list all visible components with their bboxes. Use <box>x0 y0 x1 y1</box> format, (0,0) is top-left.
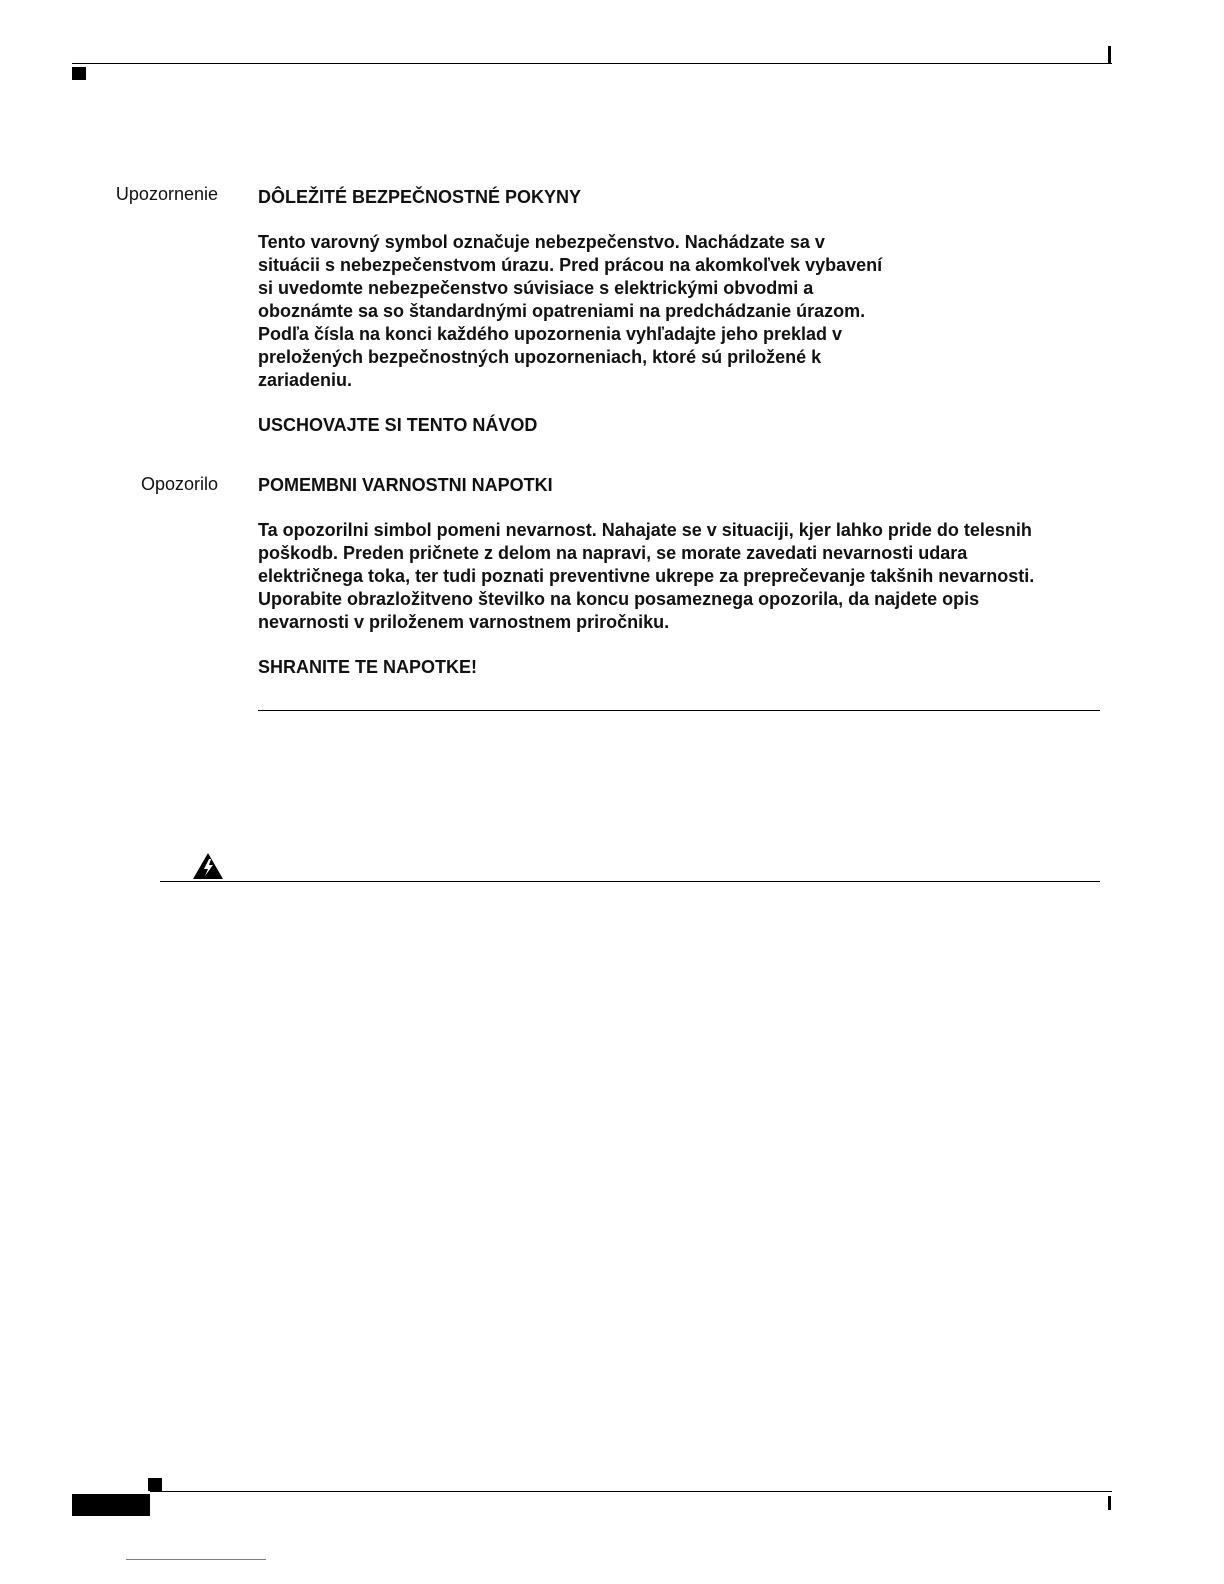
paragraph-line: Tento varovný symbol označuje nebezpečenstvo. Nachádzate sa v <box>258 232 825 252</box>
paragraph-line: poškodb. Preden pričnete z delom na napravi, se morate zavedati nevarnosti udara <box>258 543 968 563</box>
section-slovenian <box>258 474 1034 679</box>
paragraph-line: Ta opozorilni simbol pomeni nevarnost. Nahajate se v situaciji, kjer lahko pride do telesnih <box>258 520 1032 540</box>
paragraph-line: si uvedomte nebezpečenstvo súvisiace s elektrickými obvodmi a <box>258 278 814 298</box>
section-slovak <box>258 186 882 437</box>
paragraph-line: nevarnosti v priloženem varnostnem priročniku. <box>258 612 670 632</box>
header-rule <box>72 63 1112 64</box>
paragraph-line: oboznámte sa so štandardnými opatreniami na predchádzanie úrazom. <box>258 301 866 321</box>
footer-block-mark <box>72 1494 150 1516</box>
footer-rule <box>150 1491 1112 1492</box>
section-heading: POMEMBNI VARNOSTNI NAPOTKI <box>258 475 553 495</box>
section-closing: USCHOVAJTE SI TENTO NÁVOD <box>258 415 538 435</box>
section-heading: DÔLEŽITÉ BEZPEČNOSTNÉ POKYNY <box>258 187 582 207</box>
header-square-mark <box>72 67 86 80</box>
section-closing: SHRANITE TE NAPOTKE! <box>258 657 478 677</box>
warning-triangle-icon <box>192 852 224 880</box>
section-label-slovak: Upozornenie <box>115 184 218 204</box>
header-tick-mark <box>1108 46 1111 64</box>
paragraph-line: električnega toka, ter tudi poznati preventivne ukrepe za preprečevanje takšnih nevarnosti. <box>258 566 1035 586</box>
paragraph-line: zariadeniu. <box>258 370 353 390</box>
paragraph-line: preložených bezpečnostných upozorneniach, ktoré sú priložené k <box>258 347 822 367</box>
footer-square-mark <box>148 1478 162 1491</box>
section-end-rule <box>258 710 1100 711</box>
paragraph-line: Podľa čísla na konci každého upozornenia vyhľadajte jeho preklad v <box>258 324 843 344</box>
paragraph-line: situácii s nebezpečenstvom úrazu. Pred prácou na akomkoľvek vybavení <box>258 255 883 275</box>
paragraph-line: Uporabite obrazložitveno številko na koncu posameznega opozorila, da najdete opis <box>258 589 980 609</box>
footer-link-underline[interactable] <box>126 1559 266 1560</box>
warning-rule <box>160 881 1100 882</box>
footer-tick-mark <box>1108 1496 1111 1510</box>
section-label-slovenian: Opozorilo <box>140 474 218 494</box>
